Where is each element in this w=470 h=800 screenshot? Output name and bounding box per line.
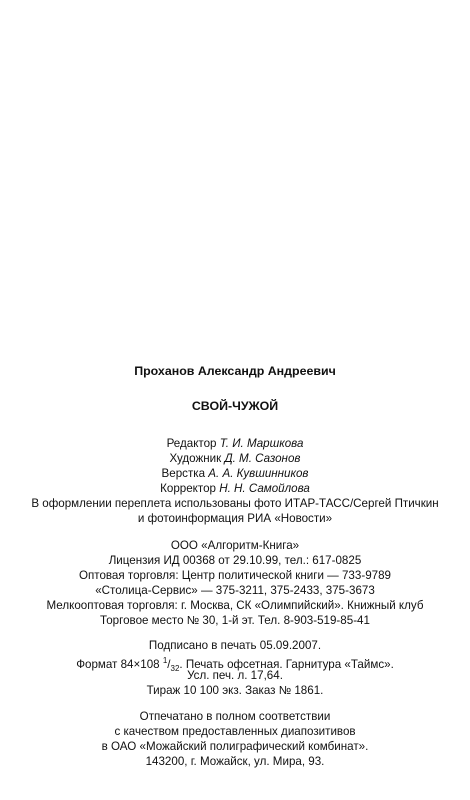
credit-role: Художник — [169, 452, 222, 465]
credit-role: Корректор — [160, 482, 216, 495]
signed-to-print: Подписано в печать 05.09.2007. — [148, 639, 322, 652]
publisher-name: ООО «Алгоритм-Книга» — [170, 539, 300, 552]
format-fraction-denominator: 32 — [170, 664, 180, 674]
wholesale-info: Оптовая торговля: Центр политической книги — 733-9789 — [78, 569, 391, 582]
format-prefix: Формат 84×108 — [76, 657, 163, 671]
credit-layout — [0, 467, 470, 481]
credit-proofreader — [0, 482, 470, 496]
printing-house-line: в ОАО «Можайский полиграфический комбинат». — [101, 740, 369, 753]
credit-artist — [0, 452, 470, 466]
credit-person: Д. М. Сазонов — [224, 452, 301, 465]
small-wholesale-info: Мелкооптовая торговля: г. Москва, СК «Олимпийский». Книжный клуб — [46, 599, 424, 612]
format-fraction-numerator: 1 — [162, 656, 168, 665]
print-sheets: Усл. печ. л. 17,64. — [187, 669, 283, 682]
credit-person: А. А. Кувшинников — [208, 467, 309, 480]
publisher-license: Лицензия ИД 00368 от 29.10.99, тел.: 617-0825 — [108, 554, 362, 567]
credit-editor — [0, 437, 470, 451]
credit-person: Н. Н. Самойлова — [219, 482, 310, 495]
print-circulation: Тираж 10 100 экз. Заказ № 1861. — [146, 684, 324, 697]
credit-person: Т. И. Маршкова — [219, 437, 304, 450]
print-format: Формат 84×108 $^1/_{32}$. Печать офсетная. Гарнитура «Таймс». — [76, 656, 394, 674]
printing-house-address: 143200, г. Можайск, ул. Мира, 93. — [145, 755, 325, 768]
trading-place-info: Торговое место № 30, 1-й эт. Тел. 8-903-519-85-41 — [100, 614, 370, 627]
printing-house-line: Отпечатано в полном соответствии — [139, 710, 331, 723]
format-suffix: . Печать офсетная. Гарнитура «Таймс». — [179, 657, 394, 671]
printing-house-line: с качеством предоставленных диапозитивов — [114, 725, 356, 738]
stolitsa-service-info: «Столица-Сервис» — 375-3211, 375-2433, 375-3673 — [95, 584, 375, 597]
cover-note-line: и фотоинформация РИА «Новости» — [137, 512, 333, 525]
book-title: СВОЙ-ЧУЖОЙ — [191, 399, 279, 413]
credit-role: Редактор — [166, 437, 217, 450]
credit-role: Верстка — [161, 467, 206, 480]
cover-note-line: В оформлении переплета использованы фото ИТАР-ТАСС/Сергей Птичкин — [31, 497, 439, 510]
author-name: Проханов Александр Андреевич — [134, 364, 336, 378]
